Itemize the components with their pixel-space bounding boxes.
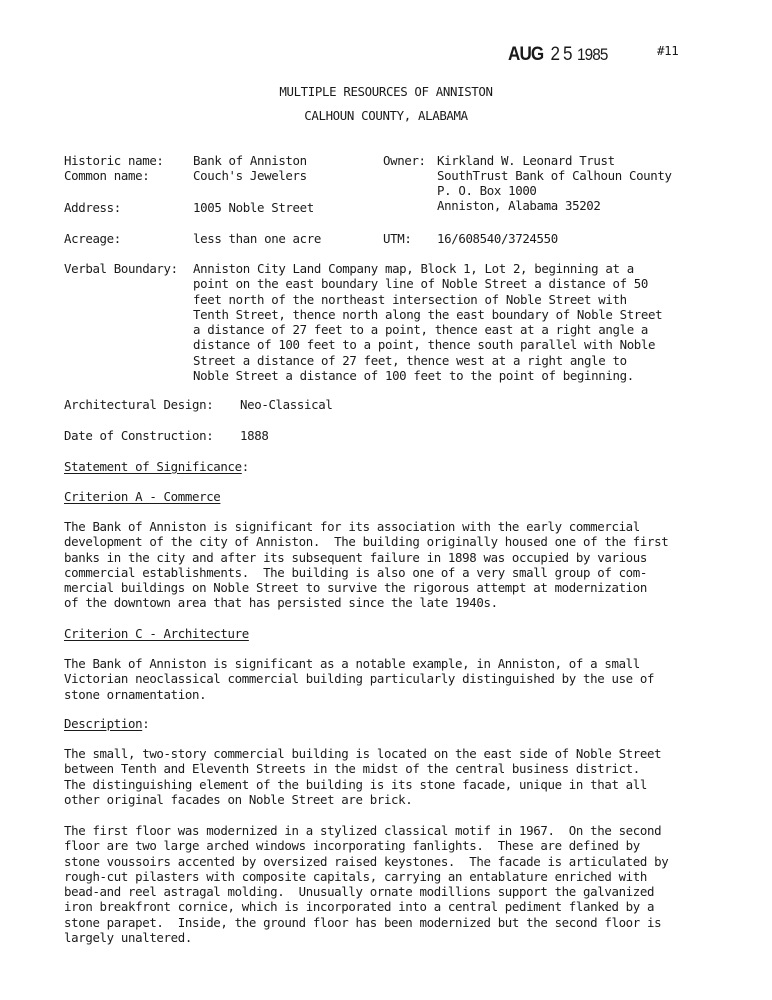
common-name-label: Common name: bbox=[64, 168, 150, 183]
criterion-c-paragraph bbox=[64, 656, 724, 702]
construction-date-value: 1888 bbox=[240, 428, 269, 443]
text-line: stone ornamentation. bbox=[64, 686, 207, 702]
text-line: Tenth Street, thence north along the east boundary of Noble Street bbox=[193, 306, 663, 322]
owner-line: Kirkland W. Leonard Trust bbox=[437, 153, 615, 168]
address-label: Address: bbox=[64, 200, 121, 215]
text-line: stone voussoirs accented by oversized raised keystones. The facade is articulated by bbox=[64, 853, 669, 869]
significance-heading-text: Statement of Significance bbox=[64, 459, 242, 474]
text-line: iron breakfront cornice, which is incorporated into a central pediment flanked by a bbox=[64, 899, 655, 915]
description-paragraph-1 bbox=[64, 746, 724, 807]
owner-line: P. O. Box 1000 bbox=[437, 183, 537, 198]
verbal-boundary-text bbox=[193, 261, 662, 383]
acreage-value: less than one acre bbox=[193, 231, 321, 246]
text-line: The small, two-story commercial building is located on the east side of Noble Street bbox=[64, 746, 662, 761]
title-line-1: MULTIPLE RESOURCES OF ANNISTON bbox=[279, 84, 493, 99]
utm-value: 16/608540/3724550 bbox=[437, 231, 558, 246]
text-line: of the downtown area that has persisted since the late 1940s. bbox=[64, 595, 498, 611]
text-line: largely unaltered. bbox=[64, 930, 192, 946]
document-number: #11 bbox=[657, 43, 679, 58]
text-line: Victorian neoclassical commercial building particularly distinguished by the use of bbox=[64, 671, 655, 687]
text-line: rough-cut pilasters with composite capitals, carrying an entablature enriched with bbox=[64, 868, 648, 884]
description-heading-colon: : bbox=[142, 716, 150, 731]
acreage-label: Acreage: bbox=[64, 231, 121, 246]
historic-name-value: Bank of Anniston bbox=[193, 153, 307, 168]
construction-date-label: Date of Construction: bbox=[64, 428, 214, 443]
description-paragraph-2 bbox=[64, 823, 724, 945]
criterion-a-heading: Criterion A - Commerce bbox=[64, 489, 221, 504]
text-line: commercial establishments. The building is also one of a very small group of com- bbox=[64, 564, 648, 580]
text-line: Noble Street a distance of 100 feet to the point of beginning. bbox=[193, 368, 634, 384]
text-line: The first floor was modernized in a stylized classical motif in 1967. On the second bbox=[64, 823, 662, 838]
utm-label: UTM: bbox=[383, 231, 412, 246]
stamp-month: AUG bbox=[508, 44, 544, 65]
description-heading-text: Description bbox=[64, 716, 143, 731]
stamp-year: 1985 bbox=[576, 45, 608, 64]
significance-heading bbox=[64, 459, 249, 474]
owner-label: Owner: bbox=[383, 153, 426, 168]
text-line: The Bank of Anniston is significant as a notable example, in Anniston, of a small bbox=[64, 656, 640, 671]
owner-line: SouthTrust Bank of Calhoun County bbox=[437, 168, 672, 183]
text-line: bead-and reel astragal molding. Unusually ornate modillions support the galvanized bbox=[64, 884, 655, 900]
text-line: Anniston City Land Company map, Block 1, Lot 2, beginning at a bbox=[193, 261, 634, 276]
description-heading bbox=[64, 716, 149, 731]
text-line: The distinguishing element of the building is its stone facade, unique in that all bbox=[64, 776, 648, 792]
verbal-boundary-label: Verbal Boundary: bbox=[64, 261, 178, 276]
text-line: banks in the city and after its subsequent failure in 1898 was occupied by various bbox=[64, 549, 648, 565]
owner-line: Anniston, Alabama 35202 bbox=[437, 198, 601, 213]
text-line: The Bank of Anniston is significant for its association with the early commercial bbox=[64, 519, 640, 534]
text-line: distance of 100 feet to a point, thence south parallel with Noble bbox=[193, 337, 656, 353]
text-line: stone parapet. Inside, the ground floor has been modernized but the second floor is bbox=[64, 914, 662, 930]
text-line: point on the east boundary line of Noble Street a distance of 50 bbox=[193, 276, 649, 292]
criterion-a-paragraph bbox=[64, 519, 724, 611]
common-name-value: Couch's Jewelers bbox=[193, 168, 307, 183]
historic-name-label: Historic name: bbox=[64, 153, 164, 168]
significance-heading-colon: : bbox=[241, 459, 249, 474]
text-line: Street a distance of 27 feet, thence west at a right angle to bbox=[193, 352, 627, 368]
arch-design-value: Neo-Classical bbox=[240, 397, 333, 412]
text-line: development of the city of Anniston. The building originally housed one of the first bbox=[64, 534, 669, 550]
address-value: 1005 Noble Street bbox=[193, 200, 314, 215]
title-line-2: CALHOUN COUNTY, ALABAMA bbox=[304, 108, 468, 123]
received-date-stamp bbox=[508, 44, 607, 66]
text-line: other original facades on Noble Street are brick. bbox=[64, 791, 413, 807]
text-line: mercial buildings on Noble Street to survive the rigorous attempt at modernization bbox=[64, 580, 648, 596]
text-line: between Tenth and Eleventh Streets in the midst of the central business district. bbox=[64, 761, 640, 777]
stamp-day: 2 5 bbox=[550, 44, 572, 65]
text-line: feet north of the northeast intersection of Noble Street with bbox=[193, 291, 627, 307]
arch-design-label: Architectural Design: bbox=[64, 397, 214, 412]
text-line: floor are two large arched windows incorporating fanlights. These are defined by bbox=[64, 838, 640, 854]
text-line: a distance of 27 feet to a point, thence east at a right angle a bbox=[193, 322, 649, 338]
criterion-c-heading: Criterion C - Architecture bbox=[64, 626, 249, 641]
